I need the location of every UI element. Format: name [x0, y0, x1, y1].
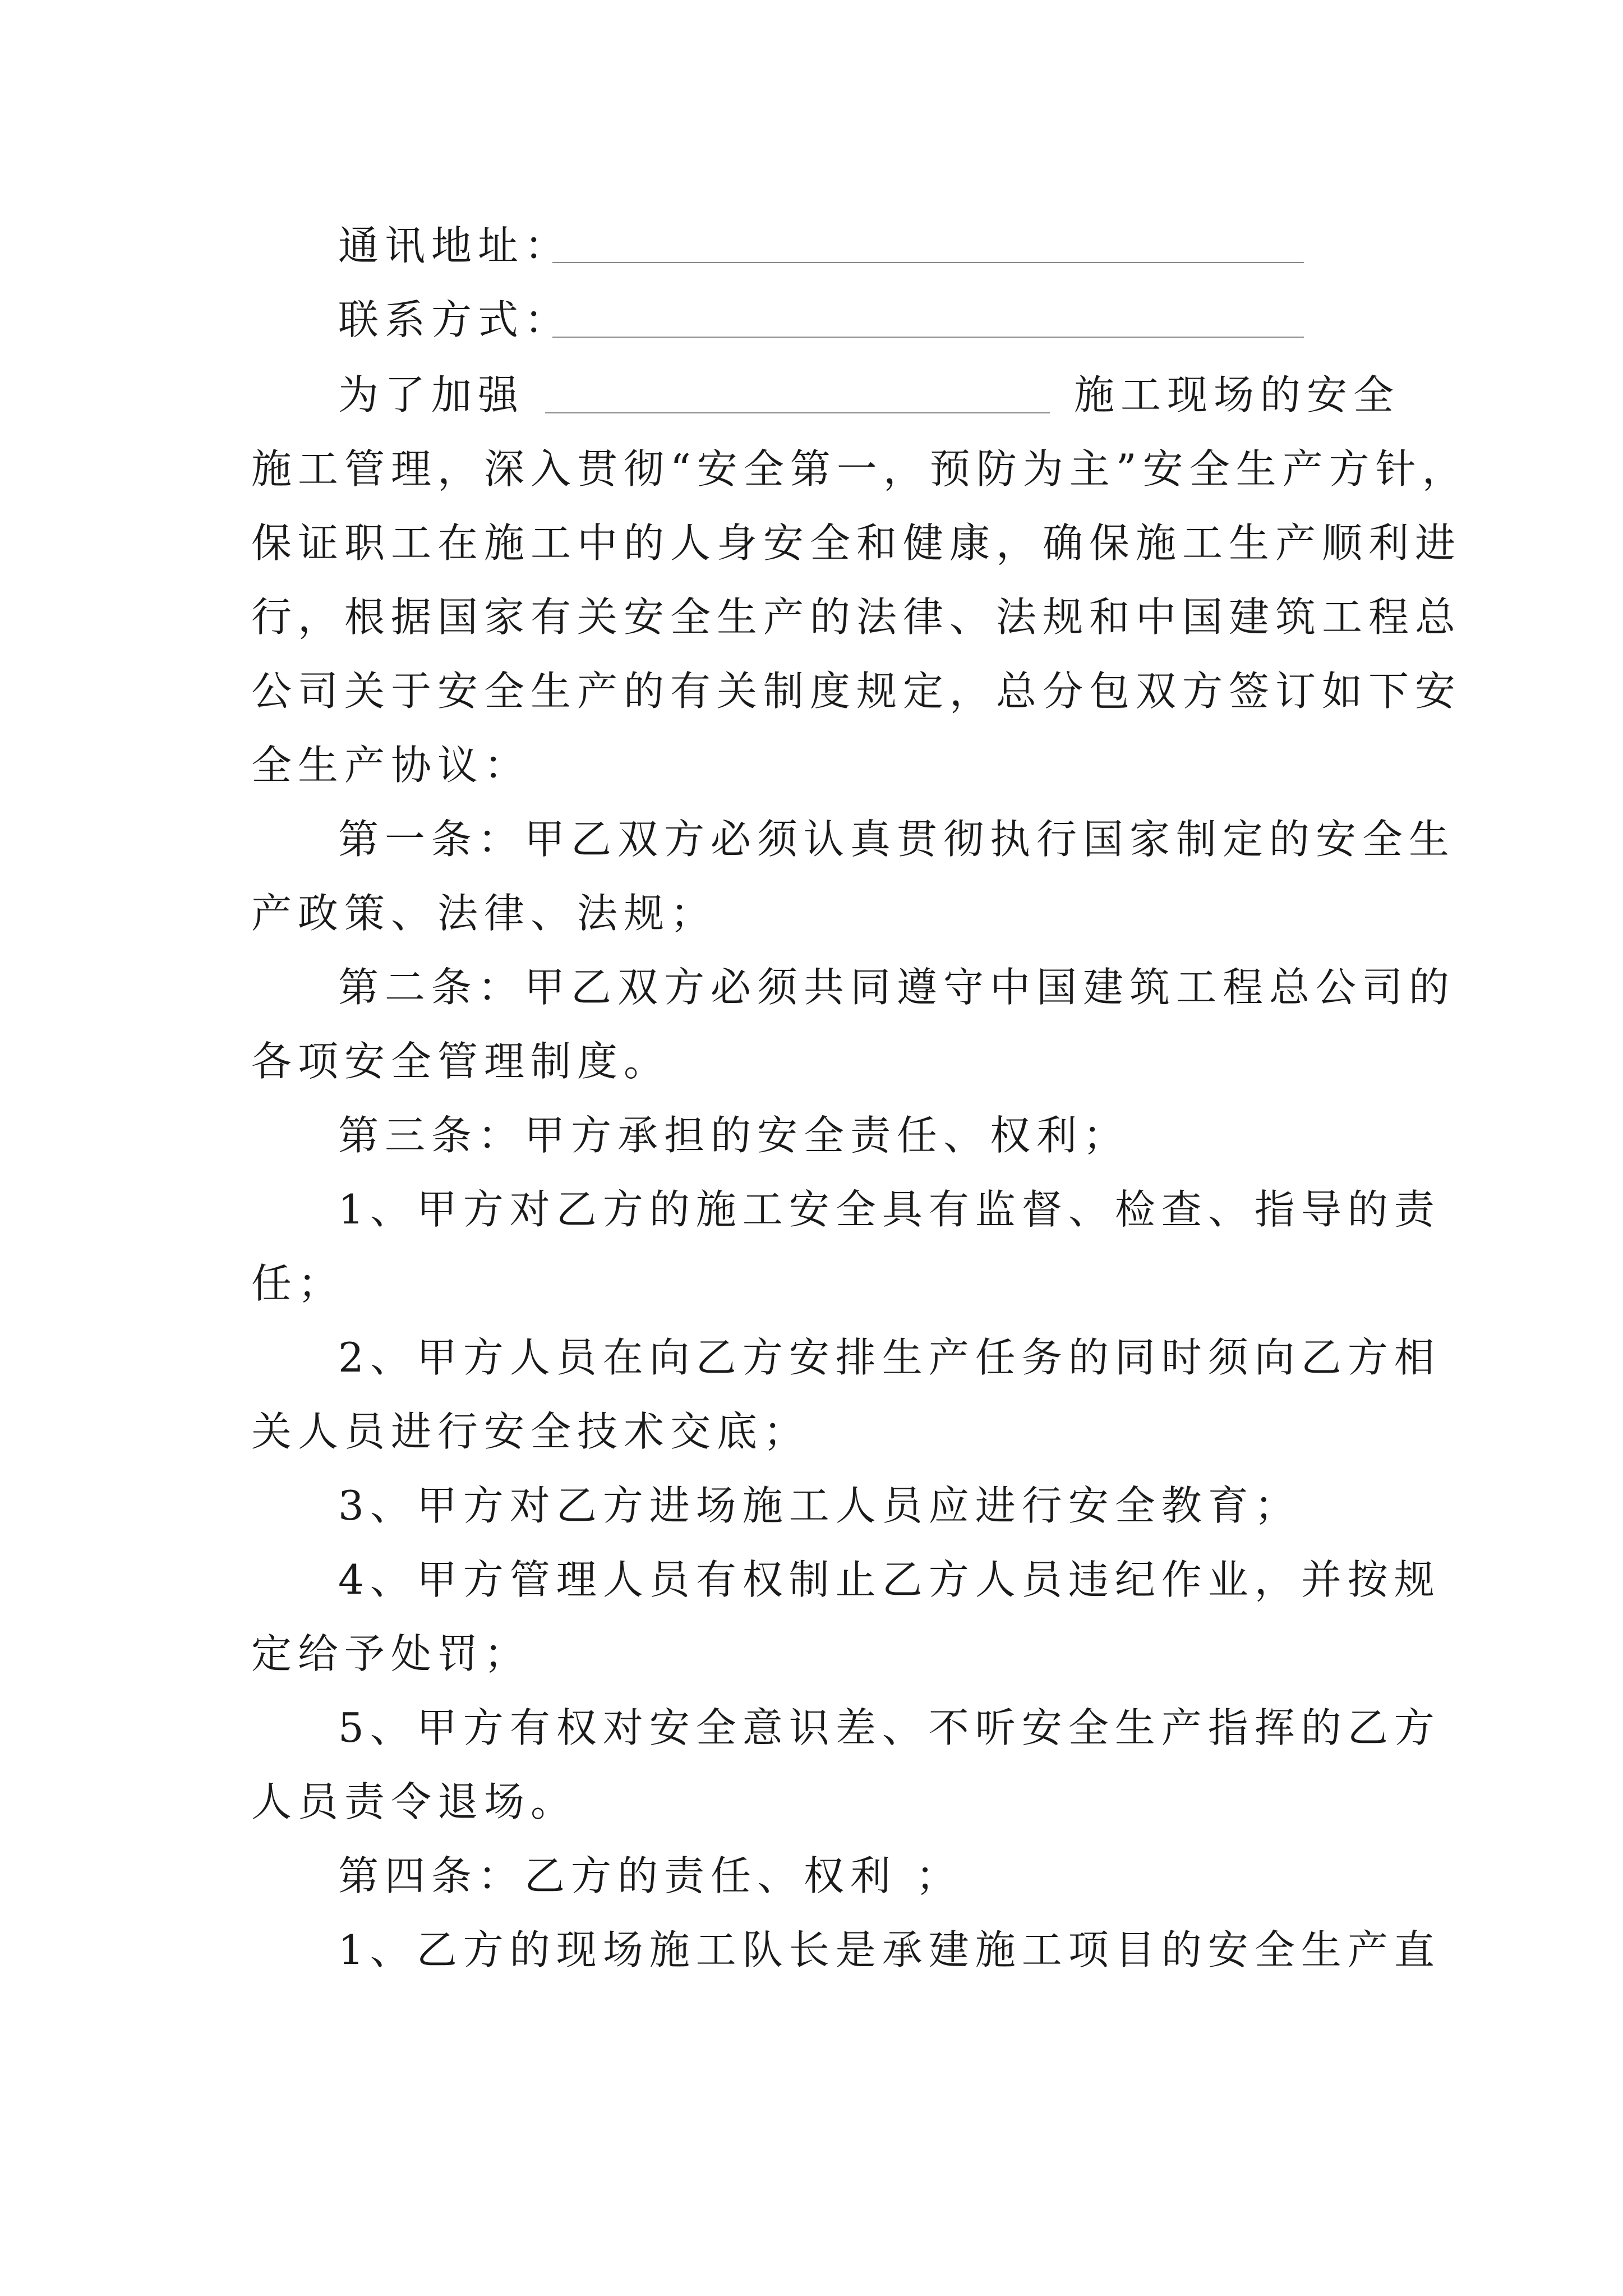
- article-4-title: 第四条：乙方的责任、权利 ；: [338, 1852, 962, 1899]
- article-3-item-5: 5、甲方有权对安全意识差、不听安全生产指挥的乙方: [338, 1704, 1441, 1751]
- intro-line: 施工管理，深入贯彻“安全第一，预防为主”安全生产方针，: [251, 445, 1469, 493]
- article-4-item-1: 1、乙方的现场施工队长是承建施工项目的安全生产直: [338, 1926, 1441, 1973]
- article-3-item-5-cont: 人员责令退场。: [251, 1778, 578, 1825]
- contact-label: 联系方式：: [338, 296, 571, 343]
- project-name-blank-line: [545, 412, 1050, 413]
- article-3-item-3: 3、甲方对乙方进场施工人员应进行安全教育；: [338, 1482, 1301, 1529]
- article-3-title: 第三条：甲方承担的安全责任、权利；: [338, 1112, 1130, 1159]
- intro-after-blank: 施工现场的安全: [1074, 371, 1400, 418]
- intro-line: 行，根据国家有关安全生产的法律、法规和中国建筑工程总: [251, 593, 1462, 641]
- article-1-line: 第一条：甲乙双方必须认真贯彻执行国家制定的安全生: [338, 816, 1456, 863]
- article-3-item-2: 2、甲方人员在向乙方安排生产任务的同时须向乙方相: [338, 1334, 1441, 1381]
- article-1-line: 产政策、法律、法规；: [251, 890, 717, 937]
- address-label: 通讯地址：: [338, 222, 571, 269]
- intro-lead: 为了加强: [338, 371, 525, 418]
- contact-blank-line: [552, 337, 1304, 338]
- article-3-item-4: 4、甲方管理人员有权制止乙方人员违纪作业，并按规: [338, 1556, 1441, 1603]
- intro-line: 保证职工在施工中的人身安全和健康，确保施工生产顺利进: [251, 519, 1462, 567]
- article-3-item-2-cont: 关人员进行安全技术交底；: [251, 1408, 810, 1455]
- article-3-item-4-cont: 定给予处罚；: [251, 1630, 531, 1677]
- address-blank-line: [552, 262, 1304, 263]
- intro-line: 全生产协议：: [251, 742, 531, 789]
- article-3-item-1-cont: 任；: [251, 1260, 345, 1307]
- article-2-line: 各项安全管理制度。: [251, 1038, 671, 1085]
- article-2-line: 第二条：甲乙双方必须共同遵守中国建筑工程总公司的: [338, 964, 1456, 1011]
- article-3-item-1: 1、甲方对乙方的施工安全具有监督、检查、指导的责: [338, 1186, 1441, 1233]
- intro-line: 公司关于安全生产的有关制度规定，总分包双方签订如下安: [251, 668, 1462, 715]
